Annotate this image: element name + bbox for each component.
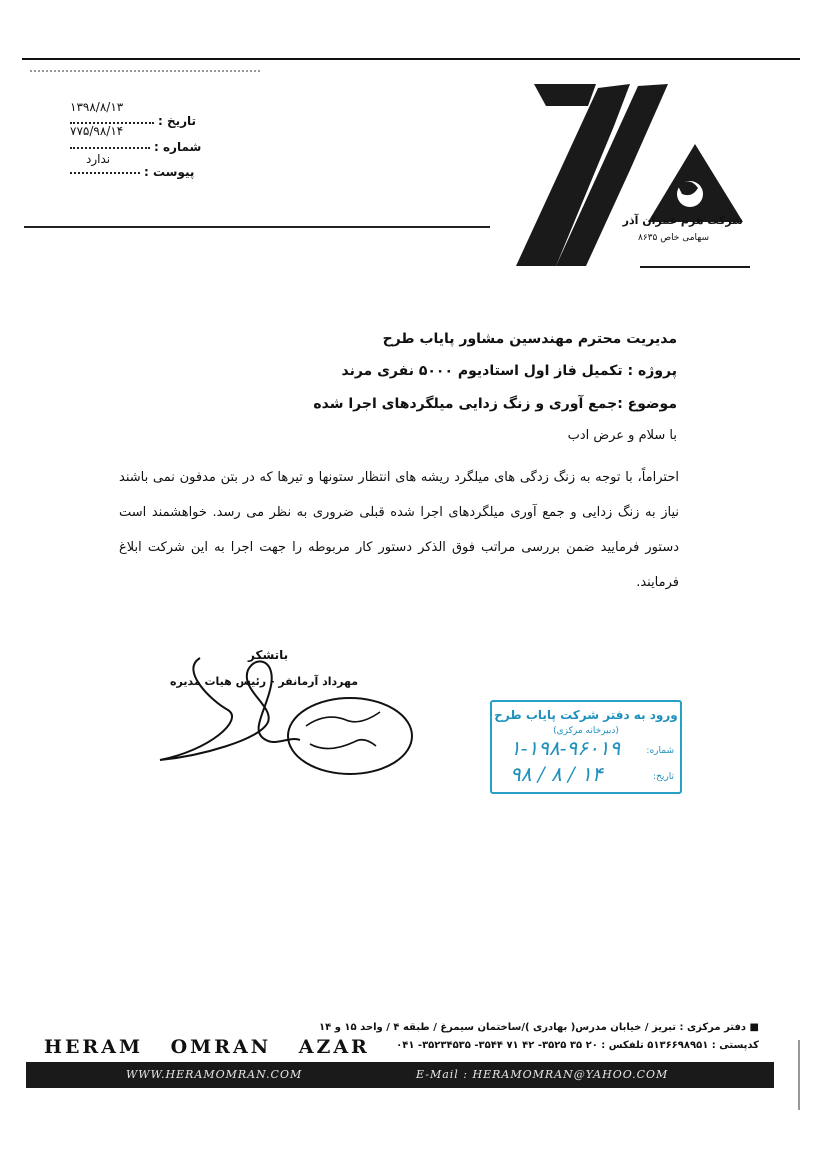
date-value: ۱۳۹۸/۸/۱۳ <box>70 100 124 114</box>
closing-thanks: باتشکر <box>248 648 289 662</box>
project-line: پروژه : تکمیل فاز اول استادیوم ۵۰۰۰ نفری مرند <box>341 363 677 379</box>
scan-edge-mark <box>798 1040 800 1110</box>
stamp-date-label: تاریخ: <box>653 772 674 782</box>
attachment-value: ندارد <box>86 152 111 166</box>
date-label: تاریخ : <box>158 114 197 128</box>
stamp-title: ورود به دفتر شرکت پایاب طرح <box>494 708 678 722</box>
header-rule <box>24 226 490 228</box>
stamp-subtitle: (دبیرخانه مرکزی) <box>553 726 619 736</box>
footer-email: E-Mail : HERAMOMRAN@YAHOO.COM <box>416 1068 669 1081</box>
top-rule <box>22 58 800 60</box>
greeting-line: با سلام و عرض ادب <box>567 428 677 443</box>
footer-phones: کدپستی : ۵۱۳۶۶۹۸۹۵۱ تلفکس : ۲۰ ۳۵ ۳۵۲۵- ۴۲ ۷۱ ۳۵۴۴- ۳۵۲۳۴۵۳۵- ۰۴۱ <box>396 1040 759 1051</box>
letter-body: احتراماً، با توجه به زنگ زدگی های میلگرد ریشه های انتظار ستونها و تیرها که در بتن مدفون نمی باشند نیاز به زنگ زدایی و جمع آوری میلگردهای اجرا شده قبلی ضروری به نظر می رسد. خواهشمند است دستور فرمایید ضمن بررسی مراتب فوق الذکر دستور کار مربوطه را جهت اجرا به این شرکت ابلاغ فرمایند. <box>119 470 679 590</box>
footer-website: WWW.HERAMOMRAN.COM <box>126 1068 303 1081</box>
footer-address: ■ دفتر مرکزی : تبریز / خیابان مدرس( بهادری )/ساختمان سیمرغ / طبقه ۴ / واحد ۱۵ و ۱۴ <box>319 1022 759 1033</box>
company-logo-icon <box>490 66 750 276</box>
number-value: ۷۷۵/۹۸/۱۴ <box>70 124 124 138</box>
stamp-number-value: ۱-۱۹۸-۹۶۰۱۹ <box>510 736 621 760</box>
stamp-number-label: شماره: <box>646 746 674 756</box>
number-label: شماره : <box>154 140 202 154</box>
handwritten-signature-icon <box>140 640 460 780</box>
incoming-stamp <box>490 700 682 794</box>
recipient-line: مدیریت محترم مهندسین مشاور پایاب طرح <box>382 331 677 347</box>
stamp-date-value: ۹۸ / ۸ / ۱۴ <box>510 762 603 786</box>
attachment-label: پیوست : <box>144 165 195 179</box>
number-dots <box>70 147 150 149</box>
top-dotted-rule <box>30 70 260 72</box>
company-registration: سهامی خاص ۸۶۳۵ <box>637 233 709 243</box>
attachment-dots <box>70 172 140 174</box>
company-name: شرکت هرم عمران آذر <box>622 214 743 227</box>
footer-bar <box>26 1062 774 1088</box>
footer-brand: HERAM OMRAN AZAR <box>44 1036 370 1058</box>
subject-line: موضوع :جمع آوری و زنگ زدایی میلگردهای اجرا شده <box>313 396 677 412</box>
signer-name: مهرداد آرمانفر - رئیس هیات مدیره <box>170 675 359 688</box>
